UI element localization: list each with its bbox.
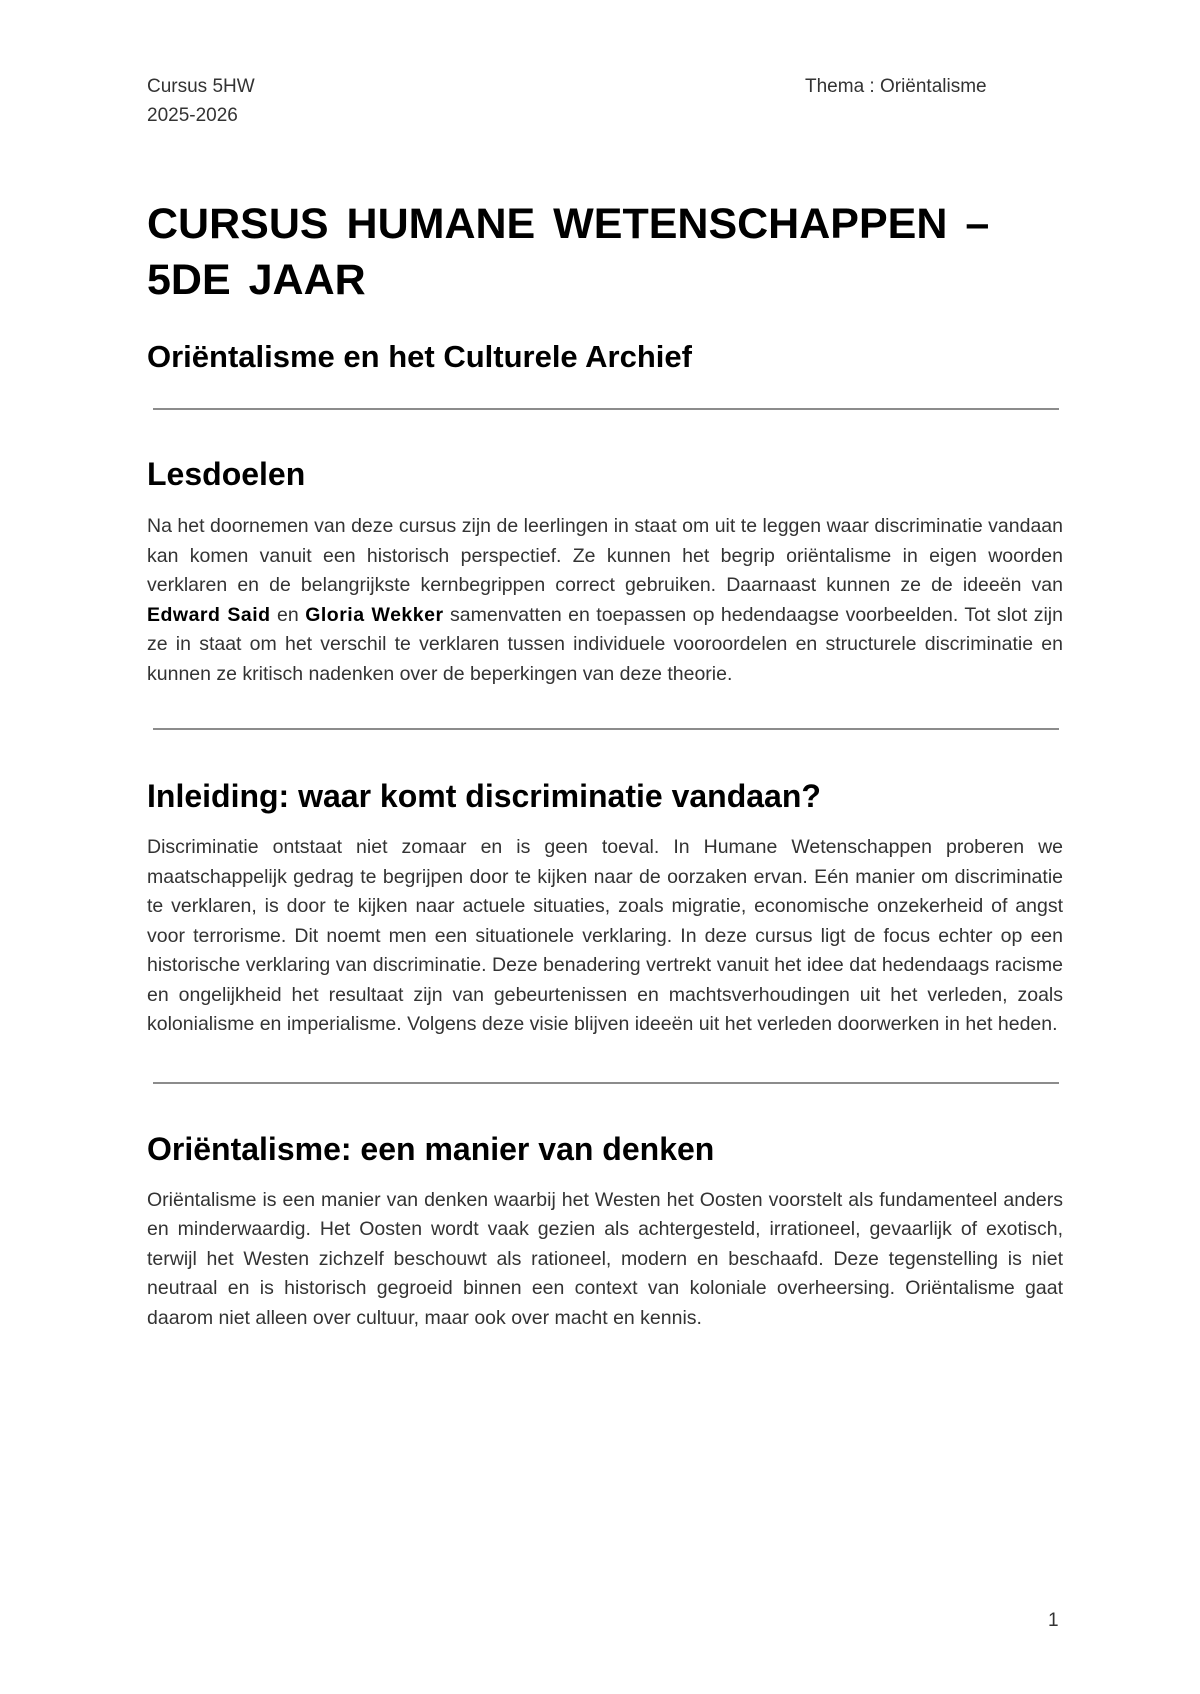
lesdoelen-text-part-1: Na het doornemen van deze cursus zijn de leerlingen in staat om uit te leggen waar discriminatie vandaan kan komen vanuit een historisch perspectief. Ze kunnen het begrip oriëntalisme in eigen woorden verklaren en de belangrijkste kernbegrippen correct gebruiken. Daarnaast kunnen ze de ideeën van xyxy=(147,515,1063,596)
page-number: 1 xyxy=(1048,1610,1059,1631)
section-heading-lesdoelen: Lesdoelen xyxy=(147,456,306,492)
section-text-inleiding: Discriminatie ontstaat niet zomaar en is geen toeval. In Humane Wetenschappen proberen we maatschappelijk gedrag te begrijpen door te kijken naar de oorzaken ervan. Eén manier om discriminatie te verklaren, is door te kijken naar actuele situaties, zoals migratie, economische onzekerheid of angst voor terrorisme. Dit noemt men een situationele verklaring. In deze cursus ligt de focus echter op een historische verklaring van discriminatie. Deze benadering vertrekt vanuit het idee dat hedendaags racisme en ongelijkheid het resultaat zijn van gebeurtenissen en machtsverhoudingen uit het verleden, zoals kolonialisme en imperialisme. Volgens deze visie blijven ideeën uit het verleden doorwerken in het heden. xyxy=(147,836,1063,1035)
section-heading-orientalisme: Oriëntalisme: een manier van denken xyxy=(147,1130,715,1167)
divider xyxy=(153,1082,1059,1084)
lesdoelen-text-part-2: samenvatten en toepassen op hedendaagse voorbeelden. Tot slot zijn ze in staat om het verschil te verklaren tussen individuele vooroordelen en structurele discriminatie en kunnen ze kritisch nadenken over de beperkingen van deze theorie. xyxy=(147,603,1063,685)
section-text-lesdoelen xyxy=(147,512,1063,689)
header-theme: Thema : Oriëntalisme xyxy=(805,76,987,97)
section-text-orientalisme: Oriëntalisme is een manier van denken waarbij het Westen het Oosten voorstelt als fundamenteel anders en minderwaardig. Het Oosten wordt vaak gezien als achtergesteld, irrationeel, gevaarlijk of exotisch, terwijl het Westen zichzelf beschouwt als rationeel, modern en beschaafd. Deze tegenstelling is niet neutraal en is historisch gegroeid binnen een context van koloniale overheersing. Oriëntalisme gaat daarom niet alleen over cultuur, maar ook over macht en kennis. xyxy=(147,1188,1063,1329)
divider xyxy=(153,408,1059,410)
document-subtitle: Oriëntalisme en het Culturele Archief xyxy=(147,339,692,374)
header-year: 2025-2026 xyxy=(147,105,238,126)
document-content xyxy=(147,196,1063,1333)
author-edward-said: Edward Said xyxy=(147,603,271,626)
lesdoelen-connector: en xyxy=(270,603,306,626)
document-title: CURSUS HUMANE WETENSCHAPPEN – 5DE JAAR xyxy=(147,200,990,304)
divider xyxy=(153,728,1059,730)
header-left xyxy=(147,72,255,130)
author-gloria-wekker: Gloria Wekker xyxy=(305,603,444,626)
section-heading-inleiding: Inleiding: waar komt discriminatie vandaan? xyxy=(147,778,821,814)
header-course: Cursus 5HW xyxy=(147,76,255,97)
